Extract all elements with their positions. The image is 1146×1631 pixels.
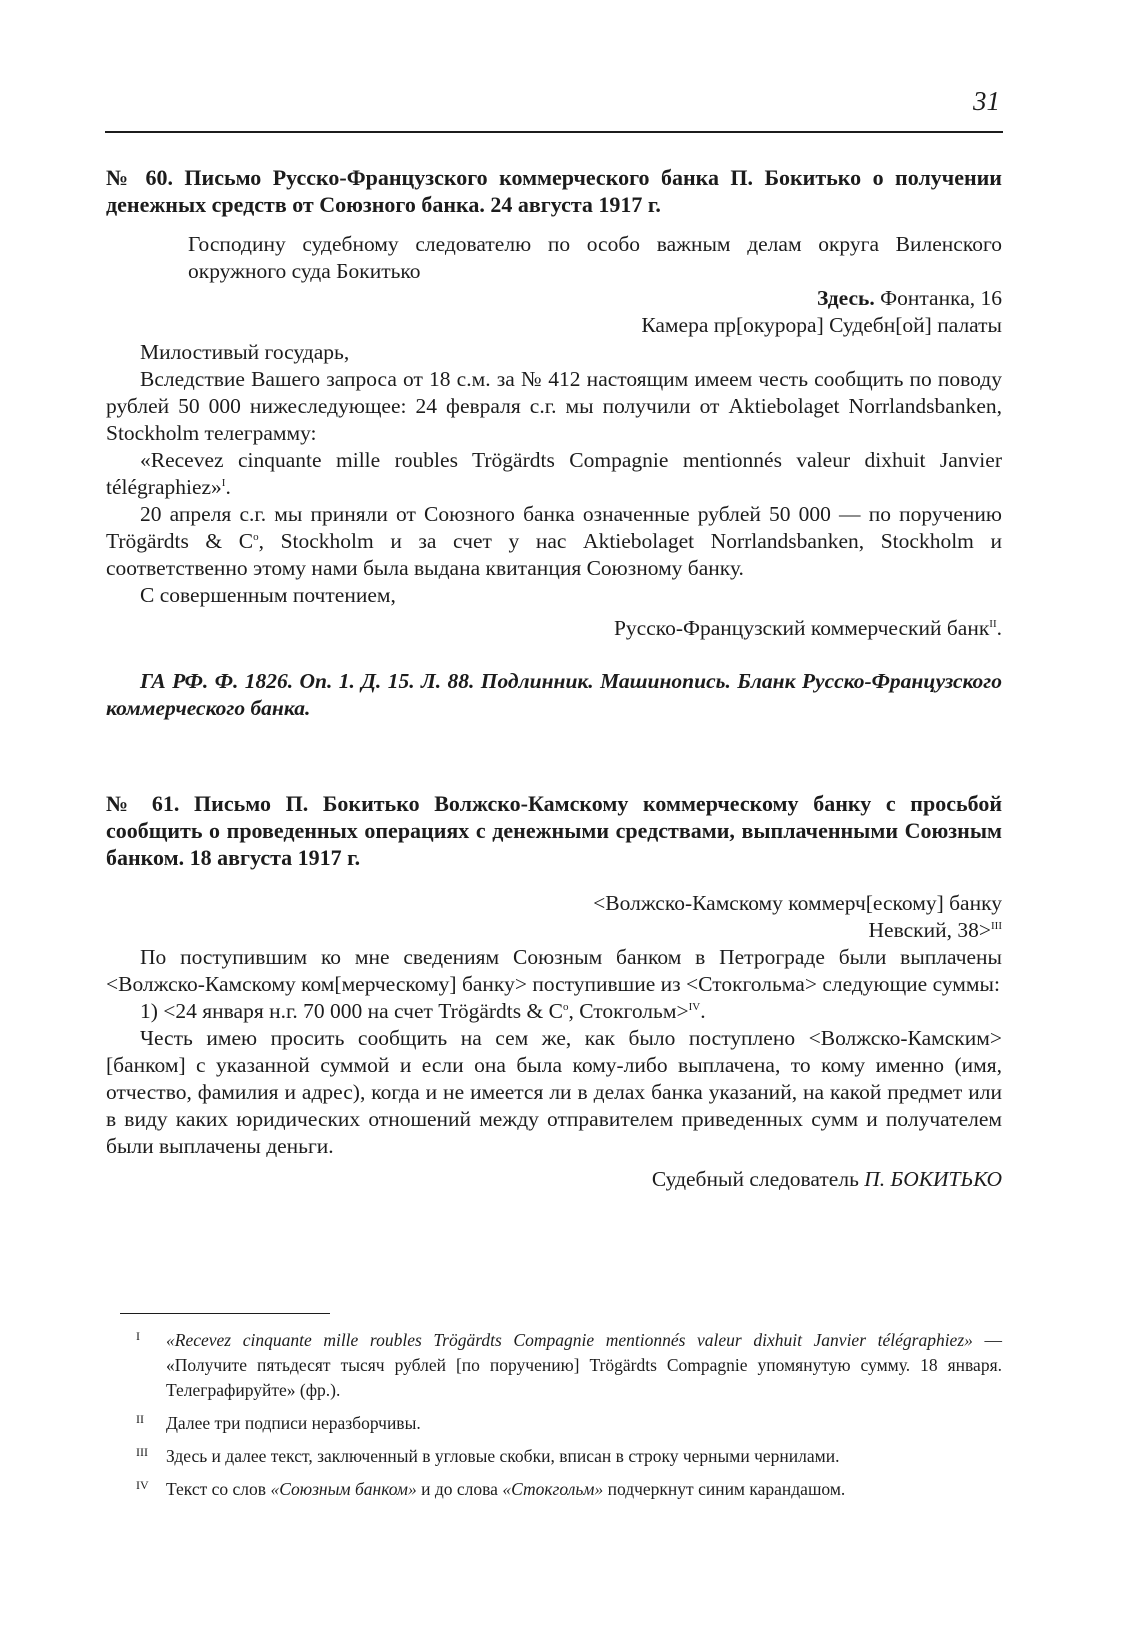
doc60-place: [106, 285, 1002, 312]
footnote-rule: [120, 1313, 330, 1314]
doc60-para2-a: 20 апреля с.г. мы приняли от Союзного банка означенные рублей 50 000 — по поручению Trögärdts & C: [106, 502, 1002, 553]
footnote-I: [106, 1328, 1002, 1403]
footnote-mark: I: [136, 1329, 140, 1343]
footnote-ref-IV: IV: [688, 1000, 701, 1013]
doc60-signature: [106, 615, 1002, 642]
footnote-text-pre: Текст со слов: [166, 1479, 271, 1499]
doc61-para2: Честь имею просить сообщить на сем же, как было поступлено <Волжско-Камским> [банком] с указанной суммой и если она была кому-либо выплачена, то кому именно (имя, отчество, фамилия и адрес), когда и не имеется ли в делах банка указаний, на какой предмет или в виду каких юридических отношений между отправителем приведенных сумм и получателем были выплачены деньги.: [106, 1026, 1002, 1158]
doc60-telegram: [106, 447, 1002, 501]
document-60: [106, 164, 1002, 722]
doc60-para2-b: , Stockholm и за счет у нас Aktiebolaget Norrlandsbanken, Stockholm и соответственно этому нами была выдана квитанция Союзному банку.: [106, 529, 1002, 580]
doc61-addr-line2: [106, 917, 1002, 944]
doc60-chamber: Камера пр[окурора] Судебн[ой] палаты: [641, 313, 1002, 337]
footnote-mark: IV: [136, 1478, 149, 1492]
footnote-text-mid: и до слова: [416, 1479, 503, 1499]
doc61-title: № 61. Письмо П. Бокитько Волжско-Камскому коммерческому банку с просьбой сообщить о проведенных операциях с денежными средствами, выплаченными Союзным банком. 18 августа 1917 г.: [106, 791, 1002, 870]
footnote-ref-III: III: [991, 919, 1002, 932]
footnote-ref-I: I: [221, 476, 226, 489]
document-61: [106, 790, 1002, 1193]
footnote-mark: II: [136, 1412, 144, 1426]
footnote-text-post: подчеркнут синим карандашом.: [603, 1479, 846, 1499]
page-number: 31: [973, 86, 1000, 116]
footnote-italic-2: «Стокгольм»: [502, 1479, 604, 1499]
footnote-mark: III: [136, 1445, 148, 1459]
footnote-text: Здесь и далее текст, заключенный в угловые скобки, вписан в строку черными чернилами.: [166, 1446, 840, 1466]
doc61-signature-name: П. БОКИТЬКО: [864, 1167, 1002, 1191]
doc60-para2: [106, 501, 1002, 582]
footnote-ref-II: II: [989, 617, 997, 630]
doc60-source: ГА РФ. Ф. 1826. Оп. 1. Д. 15. Л. 88. Подлинник. Машинопись. Бланк Русско-Французского коммерческого банка.: [106, 669, 1002, 720]
doc60-place-bold: Здесь.: [816, 286, 875, 310]
doc60-telegram-text: «Recevez cinquante mille roubles Trögärdts Compagnie mentionnés valeur dixhuit Janvier télégraphiez»: [106, 448, 1002, 499]
footnote-III: [106, 1444, 1002, 1469]
footnote-text: — «Получите пятьдесят тысяч рублей [по поручению] Trögärdts Compagnie упомянутую сумму. 18 января. Телеграфируйте» (фр.).: [166, 1330, 1002, 1400]
doc61-item1-end: .: [700, 999, 706, 1023]
doc60-place-text: Фонтанка, 16: [874, 286, 1002, 310]
footnote-text: Далее три подписи неразборчивы.: [166, 1413, 421, 1433]
doc60-signature-end: .: [996, 616, 1002, 640]
footnote-IV: [106, 1477, 1002, 1502]
doc60-telegram-end: .: [225, 475, 231, 499]
footnote-italic: «Recevez cinquante mille roubles Trögärdts Compagnie mentionnés valeur dixhuit Janvier télégraphiez»: [166, 1330, 973, 1350]
doc60-greeting: Милостивый государь,: [140, 340, 350, 364]
doc61-item1: [106, 998, 1002, 1025]
doc60-title: № 60. Письмо Русско-Французского коммерческого банка П. Бокитько о получении денежных средств от Союзного банка. 24 августа 1917 г.: [106, 165, 1002, 217]
doc61-item1-a: 1) <24 января н.г. 70 000 на счет Trögärdts & C: [140, 999, 563, 1023]
doc60-para2-sup: o: [253, 530, 259, 543]
header-rule: [105, 131, 1003, 133]
doc61-item1-b: , Стокгольм>: [568, 999, 689, 1023]
doc61-para1: По поступившим ко мне сведениям Союзным банком в Петрограде были выплачены <Волжско-Камскому ком[мерческому] банку> поступившие из <Стокгольма> следующие суммы:: [106, 945, 1002, 996]
footnote-italic-1: «Союзным банком»: [270, 1479, 417, 1499]
doc61-item1-sup: o: [562, 1000, 569, 1013]
footnotes: [106, 1328, 1002, 1502]
doc61-addr-line2-text: Невский, 38>: [868, 918, 991, 942]
doc60-closing: С совершенным почтением,: [140, 583, 396, 607]
doc60-signature-text: Русско-Французский коммерческий банк: [613, 616, 990, 640]
doc61-signature: [106, 1166, 1002, 1193]
doc61-signature-title: Судебный следователь: [651, 1167, 865, 1191]
doc60-addressee: Господину судебному следователю по особо важным делам округа Виленского окружного суда Бокитько: [188, 232, 1002, 283]
doc61-addr-line1: <Волжско-Камскому коммерч[ескому] банку: [593, 891, 1002, 915]
footnote-II: [106, 1411, 1002, 1436]
doc60-para1: Вследствие Вашего запроса от 18 с.м. за № 412 настоящим имеем честь сообщить по поводу рублей 50 000 нижеследующее: 24 февраля с.г. мы получили от Aktiebolaget Norrlandsbanken, Stockholm телеграмму:: [106, 367, 1002, 445]
